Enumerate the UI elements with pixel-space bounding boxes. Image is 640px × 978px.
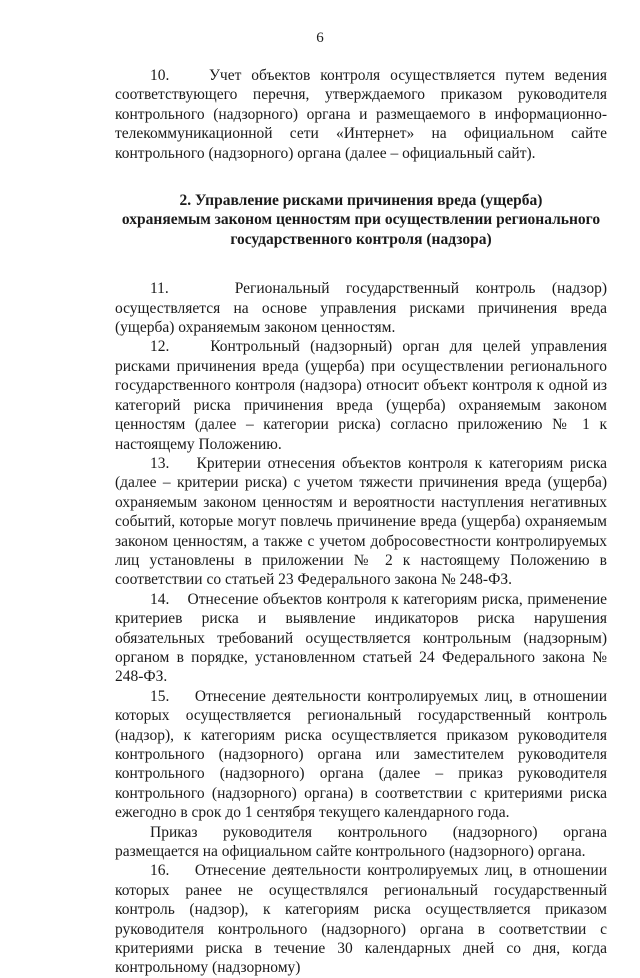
paragraph-15 <box>115 687 607 823</box>
paragraph-number: 14. <box>150 590 170 608</box>
paragraph-order-publication <box>115 823 607 862</box>
paragraph-text: Контрольный (надзорный) орган для целей управления рисками причинения вреда (ущерба) при осуществлении регионального государственного контроля (надзора) относит объект контроля к одной из категорий риска причинения вреда (ущерба) охраняемым законом ценностям (далее – категории риска) согласно приложению № 1 к настоящему Положению. <box>115 338 608 453</box>
paragraph-number: 10. <box>150 67 170 84</box>
paragraph-text: Отнесение деятельности контролируемых лиц, в отношении которых ранее не осуществлялся региональный государственный контроль (надзор), к категориям риска осуществляется приказом руководителя контрольного (надзорного) органа в соответствии с критериями риска в течение 30 календарных дней со дня, когда контрольному (надзорному) <box>115 862 608 977</box>
page-number: 6 <box>316 30 324 46</box>
paragraph-number: 12. <box>150 338 170 356</box>
paragraph-10 <box>115 66 607 163</box>
section-heading-line: 2. Управление рисками причинения вреда (ущерба) <box>179 192 543 210</box>
paragraph-text: Региональный государственный контроль (надзор) осуществляется на основе управления рисками причинения вреда (ущерба) охраняемым законом ценностям. <box>115 280 607 337</box>
paragraph-text: Отнесение деятельности контролируемых лиц, в отношении которых осуществляется региональный государственный контроль (надзор), к категориям риска осуществляется приказом руководителя контрольного (надзорного) органа или заместителем руководителя контрольного (надзорного) органа (далее – приказ руководителя контрольного (надзорного) органа) в соответствии с критериями риска ежегодно в срок до 1 сентября текущего календарного года. <box>115 687 608 822</box>
paragraph-text: Отнесение объектов контроля к категориям риска, применение критериев риска и выявление индикаторов риска нарушения обязательных требований осуществляется контрольным (надзорным) органом в порядке, установленном статьей 24 Федерального закона № 248-ФЗ. <box>115 590 607 686</box>
section-heading-line: охраняемым законом ценностям при осуществлении регионального <box>121 211 601 229</box>
paragraph-number: 11. <box>150 280 169 298</box>
paragraph-12 <box>115 337 607 453</box>
paragraph-14 <box>115 590 607 687</box>
paragraph-text: Учет объектов контроля осуществляется путем ведения соответствующего перечня, утверждаемого приказом руководителя контрольного (надзорного) органа и размещаемого в информационно-телекоммуникационной сети «Интернет» на официальном сайте контрольного (надзорного) органа (далее – официальный сайт). <box>115 67 607 162</box>
paragraph-text: Критерии отнесения объектов контроля к категориям риска (далее – критерии риска) с учетом тяжести причинения вреда (ущерба) охраняемым законом ценностям и вероятности наступления негативных событий, которые могут повлечь причинение вреда (ущерба) охраняемым законом ценностям, а также с учетом добросовестности контролируемых лиц установлены в приложении № 2 к настоящему Положению в соответствии со статьей 23 Федерального закона № 248-ФЗ. <box>115 454 607 589</box>
paragraph-13 <box>115 454 607 590</box>
paragraph-16 <box>115 861 607 977</box>
document-body <box>115 66 607 978</box>
paragraph-text: Приказ руководителя контрольного (надзорного) органа размещается на официальном сайте контрольного (надзорного) органа. <box>115 823 607 861</box>
paragraph-number: 15. <box>150 687 170 705</box>
paragraph-number: 13. <box>150 454 170 472</box>
section-heading-line: государственного контроля (надзора) <box>230 230 492 248</box>
paragraph-11 <box>115 279 607 337</box>
paragraph-number: 16. <box>150 862 170 880</box>
section-heading <box>115 191 607 249</box>
